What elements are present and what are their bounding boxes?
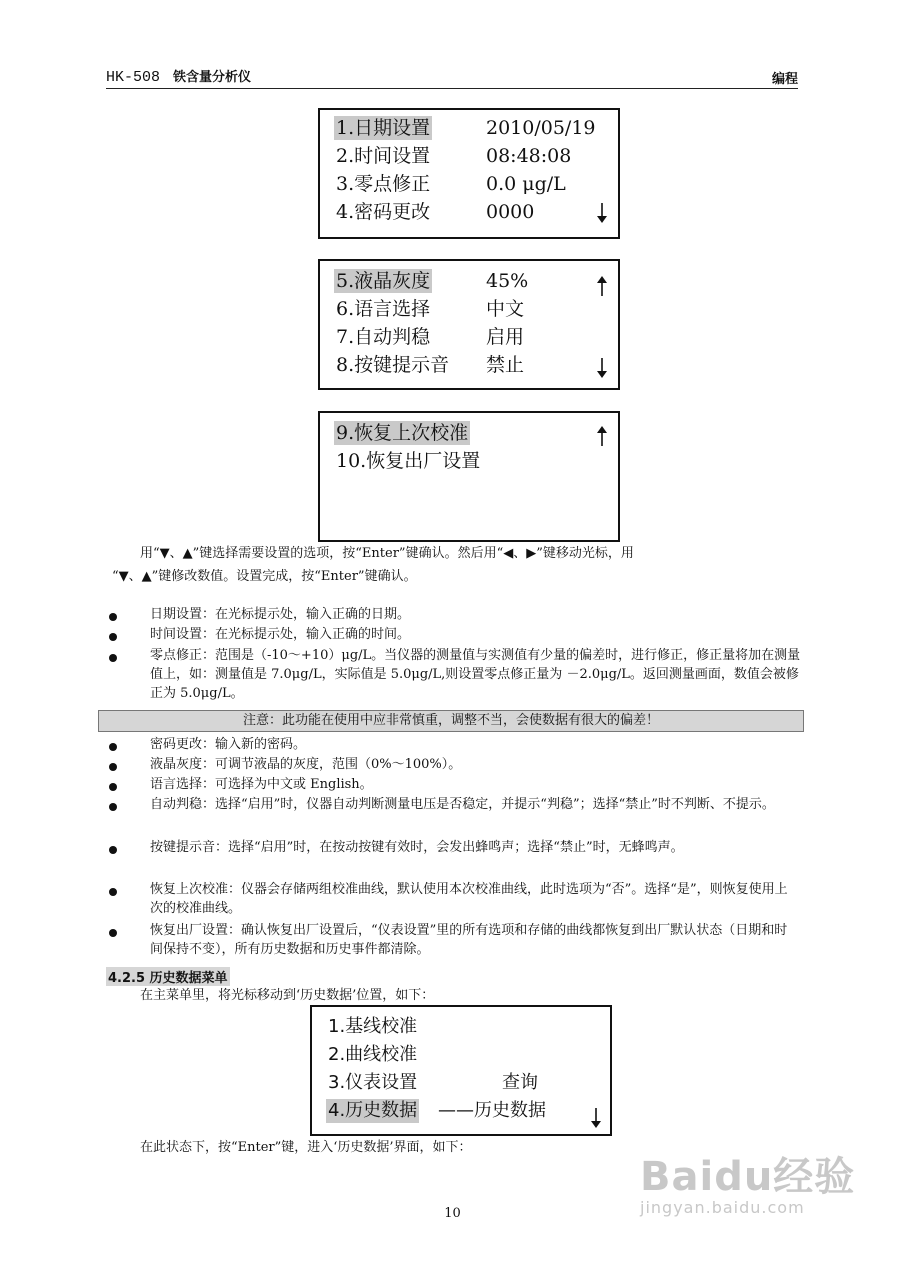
- bullet-item: 恢复上次校准：仪器会存储两组校准曲线，默认使用本次校准曲线，此时选项为“否”。选择“是”，则恢复使用上次的校准曲线。: [150, 882, 788, 916]
- bullet-item: 日期设置：在光标提示处，输入正确的日期。: [150, 607, 411, 622]
- lcd-row: [326, 1071, 538, 1095]
- model-text: HK-508: [106, 69, 161, 86]
- bullet-icon: [109, 846, 117, 854]
- lcd-row: [334, 172, 566, 196]
- scroll-down-arrow-icon: [596, 357, 608, 379]
- bullet-item: 自动判稳：选择“启用”时，仪器自动判断测量电压是否稳定，并提示“判稳”；选择“禁止”时不判断、不提示。: [150, 797, 775, 812]
- watermark-logo: Baidu经验: [640, 1154, 856, 1200]
- lcd-value: 0.0 μg/L: [486, 173, 566, 195]
- bullet-item: 时间设置：在光标提示处，输入正确的时间。: [150, 627, 411, 642]
- lcd-row: [334, 353, 525, 377]
- bullet-icon: [109, 929, 117, 937]
- lcd-row: [326, 1099, 546, 1123]
- bullet-icon: [109, 803, 117, 811]
- instruction-line-2: “▼、▲”键修改数值。设置完成，按“Enter”键确认。: [112, 569, 417, 584]
- bullet-item: 按键提示音：选择“启用”时，在按动按键有效时，会发出蜂鸣声；选择“禁止”时，无蜂鸣声。: [150, 840, 684, 855]
- warning-note: 注意：此功能在使用中应非常慎重，调整不当，会使数据有很大的偏差！: [98, 710, 804, 732]
- bullet-item: 密码更改：输入新的密码。: [150, 737, 307, 752]
- lcd-row: [334, 449, 482, 473]
- lcd-label: 10.恢复出厂设置: [336, 450, 481, 472]
- header-section: 编程: [771, 72, 798, 87]
- lcd-label: 4.密码更改: [336, 201, 431, 223]
- bullet-icon: [109, 613, 117, 621]
- lcd-row: [334, 144, 572, 168]
- bullet-item: 语言选择：可选择为中文或 English。: [150, 777, 373, 792]
- scroll-down-arrow-icon: [596, 202, 608, 224]
- bullet-item: 零点修正：范围是（-10～+10）μg/L。当仪器的测量值与实测值有少量的偏差时，进行修正，修正量将加在测量值上，如：测量值是 7.0μg/L，实际值是 5.0μg/L,则设置零点修正量为 －2.0μg/L。返回测量画面，数值会被修正为 5.0μg/L。: [150, 648, 801, 701]
- section-intro: 在主菜单里，将光标移动到‘历史数据’位置，如下：: [140, 988, 435, 1003]
- lcd-row: [334, 116, 596, 140]
- header-model: [106, 66, 251, 86]
- lcd-value: 45%: [486, 270, 529, 292]
- baidu-watermark: [640, 1145, 855, 1217]
- bullet-icon: [109, 763, 117, 771]
- watermark-url: jingyan.baidu.com: [640, 1198, 805, 1217]
- lcd-value: 中文: [486, 298, 525, 320]
- lcd-value: 禁止: [486, 354, 525, 376]
- lcd-row: [334, 325, 525, 349]
- lcd-row: [326, 1043, 419, 1067]
- scroll-up-arrow-icon: [596, 425, 608, 447]
- lcd-label: 3.零点修正: [336, 173, 431, 195]
- header-divider: [106, 88, 798, 89]
- lcd-screen-settings-3: [318, 411, 620, 542]
- lcd-label: 3.仪表设置: [328, 1072, 418, 1093]
- lcd-label: 1.基线校准: [328, 1016, 418, 1037]
- lcd-row: [334, 421, 470, 445]
- lcd-label-selected: 1.日期设置: [336, 117, 431, 139]
- lcd-value: ——历史数据: [438, 1100, 546, 1121]
- product-title: 铁含量分析仪: [173, 70, 252, 85]
- lcd-label: 2.曲线校准: [328, 1044, 418, 1065]
- lcd-value: 2010/05/19: [486, 117, 596, 139]
- lcd-label-selected: 5.液晶灰度: [336, 270, 431, 292]
- lcd-value: 启用: [486, 326, 525, 348]
- bullet-icon: [109, 743, 117, 751]
- lcd-screen-main-menu: [310, 1005, 612, 1136]
- section-heading: 4.2.5 历史数据菜单: [106, 967, 230, 986]
- bullet-item: 液晶灰度：可调节液晶的灰度，范围（0%～100%）。: [150, 757, 462, 772]
- after-text: 在此状态下，按“Enter”键，进入‘历史数据’界面，如下：: [140, 1140, 472, 1155]
- lcd-label-selected: 9.恢复上次校准: [336, 422, 469, 444]
- lcd-label: 8.按键提示音: [336, 354, 450, 376]
- lcd-row: [326, 1015, 419, 1039]
- bullet-icon: [109, 783, 117, 791]
- page-number: 10: [444, 1206, 461, 1221]
- bullet-icon: [109, 888, 117, 896]
- lcd-screen-settings-1: [318, 108, 620, 239]
- scroll-down-arrow-icon: [590, 1107, 602, 1129]
- bullet-item: 恢复出厂设置：确认恢复出厂设置后，“仪表设置”里的所有选项和存储的曲线都恢复到出厂默认状态（日期和时间保持不变），所有历史数据和历史事件都清除。: [150, 923, 788, 957]
- lcd-row: [334, 297, 525, 321]
- lcd-label: 2.时间设置: [336, 145, 431, 167]
- lcd-label: 6.语言选择: [336, 298, 431, 320]
- lcd-value: 08:48:08: [486, 145, 572, 167]
- lcd-row: [334, 200, 535, 224]
- lcd-screen-settings-2: [318, 259, 620, 390]
- lcd-row: [334, 269, 529, 293]
- lcd-label-selected: 4.历史数据: [328, 1100, 418, 1121]
- instruction-line-1: 用“▼、▲”键选择需要设置的选项，按“Enter”键确认。然后用“◀、▶”键移动光标，用: [140, 546, 634, 561]
- lcd-value: 0000: [486, 201, 535, 223]
- bullet-icon: [109, 654, 117, 662]
- lcd-value: 查询: [502, 1072, 538, 1093]
- scroll-up-arrow-icon: [596, 275, 608, 297]
- lcd-label: 7.自动判稳: [336, 326, 431, 348]
- bullet-icon: [109, 633, 117, 641]
